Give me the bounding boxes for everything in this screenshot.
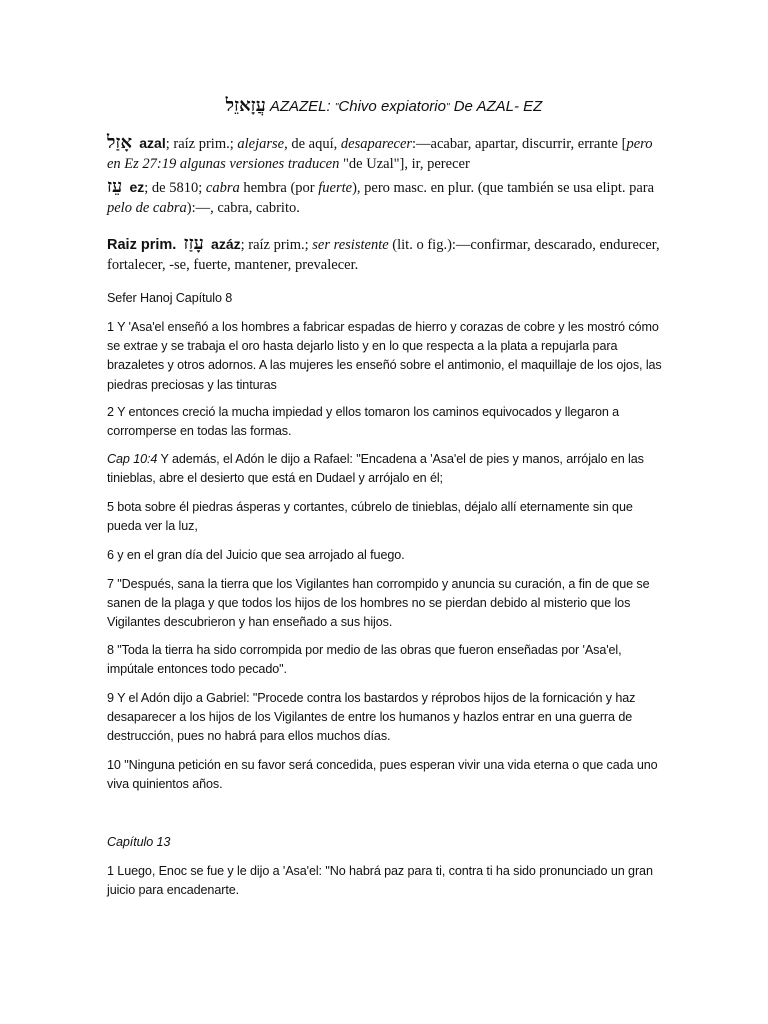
cap10-label: Cap 10:4 [107, 452, 158, 466]
chapter-13-heading: Capítulo 13 [107, 835, 171, 849]
entry-azaz: Raiz prim. עָזַז azáz; raíz prim.; ser resistente (lit. o fig.):—confirmar, descarado, endurecer, fortalecer, -se, fuerte, mantener, prevalecer. [107, 233, 660, 273]
entry-ez-hebrew: עֵז [107, 176, 123, 197]
entry-azal-hebrew: אָזַל [107, 132, 132, 153]
verse-1: 1 Y 'Asa'el enseñó a los hombres a fabricar espadas de hierro y corazas de cobre y les mostró cómo se extrae y se trabaja el oro hasta dejarlo listo y en lo que respecta a la plata a repujarla para brazaletes y otros adornos. A las mujeres les enseñó sobre el antimonio, el maquillaje de los ojos, las piedras preciosas y las tinturas [107, 320, 662, 392]
verse-5: 5 bota sobre él piedras ásperas y cortantes, cúbrelo de tinieblas, déjalo allí eternamente sin que pueda ver la luz, [107, 500, 633, 534]
entry-ez-word: ez [129, 179, 145, 195]
entry-azaz-hebrew: עָזַז [183, 233, 204, 254]
title-hebrew: עֲזָאזֵל [225, 95, 266, 116]
entry-azaz-prefix: Raiz prim. [107, 237, 177, 253]
verse-13-1: 1 Luego, Enoc se fue y le dijo a 'Asa'el: "No habrá paz para ti, contra ti ha sido pronunciado un gran juicio para encadenarte. [107, 864, 653, 898]
verse-8: 8 "Toda la tierra ha sido corrompida por medio de las obras que fueron enseñadas por 'Asa'el, impútale entonces todo pecado". [107, 643, 622, 677]
entry-azal: אָזַל azal; raíz prim.; alejarse, de aquí, desaparecer:—acabar, apartar, discurrir, errante [pero en Ez 27:19 algunas versiones traducen "de Uzal"], ir, perecer [107, 132, 653, 172]
verse-10: 10 "Ninguna petición en su favor será concedida, pues esperan vivir una vida eterna o que cada uno viva quinientos años. [107, 758, 658, 792]
verse-9: 9 Y el Adón dijo a Gabriel: "Procede contra los bastardos y réprobos hijos de la fornicación y haz desaparecer a los hijos de los Vigilantes de entre los humanos y hazlos entrar en una guerra de destrucción, pues no habrá para ellos muchos días. [107, 691, 636, 744]
entry-azal-word: azal [139, 135, 166, 151]
verse-6: 6 y en el gran día del Juicio que sea arrojado al fuego. [107, 548, 405, 562]
entry-ez: עֵז ez; de 5810; cabra hembra (por fuerte), pero masc. en plur. (que también se usa elipt. para pelo de cabra):—, cabra, cabrito. [107, 176, 655, 216]
verse-2: 2 Y entonces creció la mucha impiedad y ellos tomaron los caminos equivocados y llegaron a corromperse en todas las formas. [107, 405, 620, 439]
sefer-heading: Sefer Hanoj Capítulo 8 [107, 291, 233, 305]
document-title [0, 95, 768, 116]
title-text: AZAZEL: "Chivo expiatorio" De AZAL- EZ [269, 98, 543, 115]
entry-azaz-word: azáz [211, 236, 241, 252]
verse-cap10-4: Cap 10:4 Y además, el Adón le dijo a Rafael: "Encadena a 'Asa'el de pies y manos, arrójalo en las tinieblas, abre el desierto que está en Dudael y arrójalo en él; [107, 452, 644, 486]
verse-7: 7 "Después, sana la tierra que los Vigilantes han corrompido y anuncia su curación, a fin de que se sanen de la plaga y que todos los hijos de los hombres no se pierdan debido al misterio que los Vigilantes descubrieron y han enseñado a sus hijos. [107, 577, 650, 630]
